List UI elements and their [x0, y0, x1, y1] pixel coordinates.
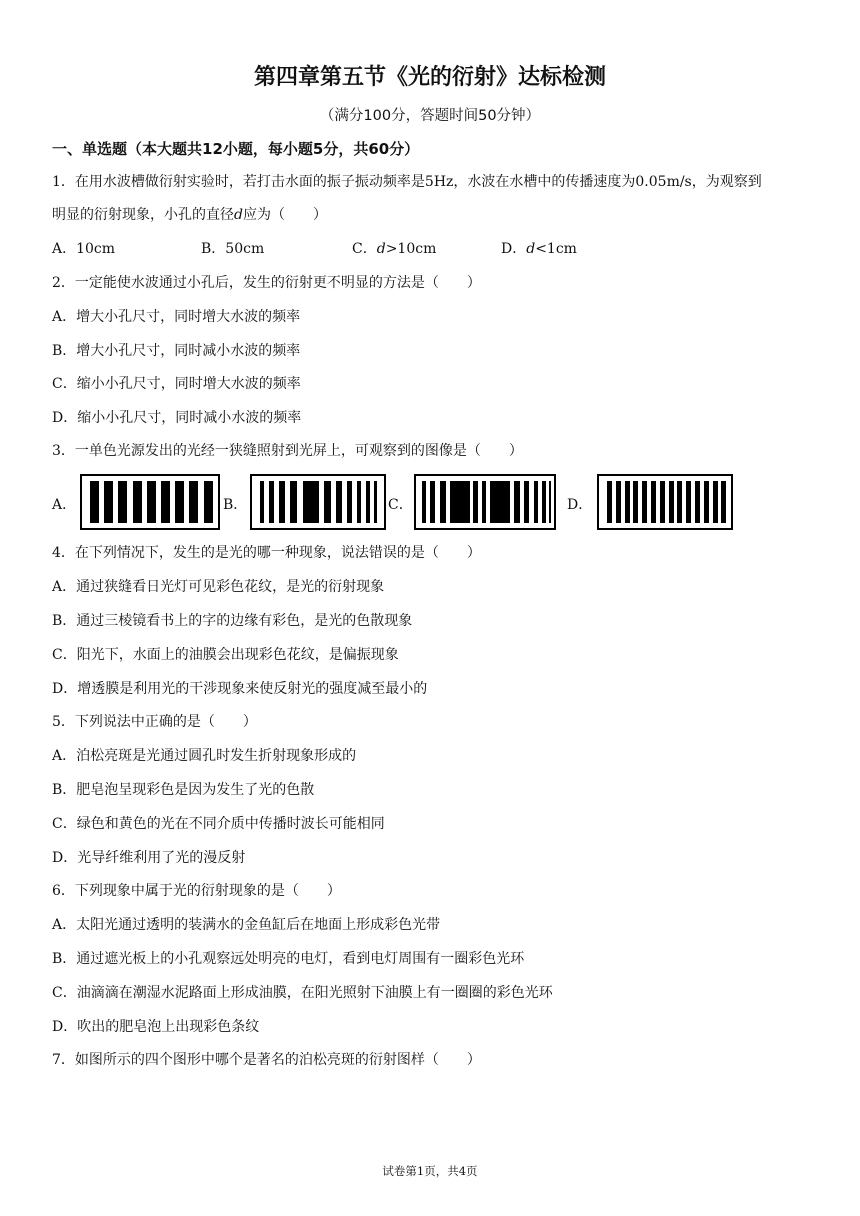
fringe-bar: [290, 481, 297, 523]
q4-option-c[interactable]: C．阳光下，水面上的油膜会出现彩色花纹，是偏振现象: [52, 647, 399, 663]
fringe-bar: [147, 481, 156, 523]
q7-stem: 7．如图所示的四个图形中哪个是著名的泊松亮斑的衍射图样（ ）: [52, 1052, 481, 1068]
q1-option-c-text: >10cm: [385, 241, 437, 257]
q1-stem-line2: [52, 205, 327, 225]
q1-option-d-label: D．: [501, 241, 527, 257]
q3-label-c[interactable]: C．: [388, 497, 413, 513]
q6-option-b[interactable]: B．通过遮光板上的小孔观察远处明亮的电灯，看到电灯周围有一圈彩色光环: [52, 951, 525, 967]
q1-option-d[interactable]: [501, 239, 577, 259]
q2-option-d[interactable]: D．缩小小孔尺寸，同时减小水波的频率: [52, 410, 302, 426]
fringe-bar: [616, 481, 621, 523]
fringe-bar: [422, 481, 426, 523]
fringe-bar: [642, 481, 647, 523]
q5-option-c[interactable]: C．绿色和黄色的光在不同介质中传播时波长可能相同: [52, 816, 385, 832]
fringe-bar: [269, 481, 274, 523]
fringe-bar: [324, 481, 331, 523]
fringe-bar: [440, 481, 446, 523]
q3-fringe-pattern-b[interactable]: [250, 474, 386, 530]
fringe-bar: [482, 481, 486, 523]
q2-option-a[interactable]: A．增大小孔尺寸，同时增大水波的频率: [52, 309, 301, 325]
page-subtitle: （满分100分，答题时间50分钟）: [319, 108, 541, 124]
fringe-bar: [660, 481, 665, 523]
q1-option-c-var: d: [376, 241, 386, 257]
fringe-bar: [713, 481, 718, 523]
fringe-bar: [633, 481, 638, 523]
fringe-bar: [133, 481, 142, 523]
fringe-bar: [374, 481, 377, 523]
q6-option-d[interactable]: D．吹出的肥皂泡上出现彩色条纹: [52, 1019, 260, 1035]
fringe-bar: [336, 481, 342, 523]
q4-option-b[interactable]: B．通过三棱镜看书上的字的边缘有彩色，是光的色散现象: [52, 613, 413, 629]
fringe-bar: [625, 481, 630, 523]
q2-stem: 2．一定能使水波通过小孔后，发生的衍射更不明显的方法是（ ）: [52, 275, 481, 291]
q1-stem-text: 明显的衍射现象，小孔的直径: [52, 207, 234, 223]
fringe-bar: [524, 481, 529, 523]
fringe-bar: [677, 481, 682, 523]
fringe-bar: [430, 481, 435, 523]
page-title: 第四章第五节《光的衍射》达标检测: [253, 65, 606, 90]
q1-option-d-text: <1cm: [535, 241, 577, 257]
q1-option-d-var: d: [526, 241, 536, 257]
q4-option-d[interactable]: D．增透膜是利用光的干涉现象来使反射光的强度减至最小的: [52, 681, 428, 697]
q1-stem-text-end: 应为（ ）: [242, 207, 327, 223]
fringe-bar: [347, 481, 352, 523]
q3-label-a[interactable]: A．: [52, 497, 77, 513]
fringe-bar: [473, 481, 478, 523]
q2-option-b[interactable]: B．增大小孔尺寸，同时减小水波的频率: [52, 343, 301, 359]
fringe-bar: [695, 481, 700, 523]
q4-stem: 4．在下列情况下，发生的是光的哪一种现象，说法错误的是（ ）: [52, 545, 481, 561]
q5-option-d[interactable]: D．光导纤维利用了光的漫反射: [52, 850, 246, 866]
section-heading: 一、单选题（本大题共12小题，每小题5分，共60分）: [52, 140, 420, 158]
q1-stem-line1: 1．在用水波槽做衍射实验时，若打击水面的振子振动频率是5Hz，水波在水槽中的传播速度为0.05m/s，为观察到: [52, 174, 762, 190]
q3-fringe-pattern-a[interactable]: [80, 474, 220, 530]
fringe-bar: [607, 481, 612, 523]
fringe-bar: [104, 481, 113, 523]
fringe-bar: [161, 481, 170, 523]
q6-option-a[interactable]: A．太阳光通过透明的装满水的金鱼缸后在地面上形成彩色光带: [52, 917, 441, 933]
fringe-bar: [669, 481, 674, 523]
fringe-bar: [651, 481, 656, 523]
q5-option-a[interactable]: A．泊松亮斑是光通过圆孔时发生折射现象形成的: [52, 748, 357, 764]
q4-option-a[interactable]: A．通过狭缝看日光灯可见彩色花纹，是光的衍射现象: [52, 579, 385, 595]
q3-fringe-pattern-c[interactable]: [414, 474, 556, 530]
page-footer: 试卷第1页，共4页: [382, 1164, 478, 1178]
q3-label-d[interactable]: D．: [567, 497, 593, 513]
q1-variable: d: [234, 207, 243, 223]
q6-stem: 6．下列现象中属于光的衍射现象的是（ ）: [52, 883, 341, 899]
fringe-bar: [260, 481, 264, 523]
fringe-bar: [490, 481, 510, 523]
q6-option-c[interactable]: C．油滴滴在潮湿水泥路面上形成油膜，在阳光照射下油膜上有一圈圈的彩色光环: [52, 985, 553, 1001]
fringe-bar: [686, 481, 691, 523]
fringe-bar: [357, 481, 361, 523]
fringe-bar: [366, 481, 370, 523]
fringe-bar: [704, 481, 709, 523]
fringe-bar: [721, 481, 726, 523]
q1-options: [52, 239, 812, 261]
fringe-bar: [118, 481, 127, 523]
q1-option-a[interactable]: A．10cm: [52, 241, 116, 257]
fringe-bar: [549, 481, 551, 523]
q3-stem: 3．一单色光源发出的光经一狭缝照射到光屏上，可观察到的图像是（ ）: [52, 443, 523, 459]
fringe-bar: [534, 481, 538, 523]
fringe-bar: [90, 481, 99, 523]
q1-option-c-label: C．: [352, 241, 377, 257]
q3-fringe-pattern-d[interactable]: [597, 474, 733, 530]
q2-option-c[interactable]: C．缩小小孔尺寸，同时增大水波的频率: [52, 376, 301, 392]
fringe-bar: [189, 481, 198, 523]
fringe-bar: [204, 481, 213, 523]
fringe-bar: [175, 481, 184, 523]
q1-option-c[interactable]: [352, 239, 436, 259]
fringe-bar: [514, 481, 520, 523]
fringe-bar: [450, 481, 470, 523]
fringe-bar: [542, 481, 546, 523]
fringe-bar: [279, 481, 285, 523]
fringe-bar: [303, 481, 319, 523]
q5-option-b[interactable]: B．肥皂泡呈现彩色是因为发生了光的色散: [52, 782, 315, 798]
q3-label-b[interactable]: B．: [223, 497, 248, 513]
q1-option-b[interactable]: B．50cm: [201, 241, 265, 257]
q5-stem: 5．下列说法中正确的是（ ）: [52, 714, 257, 730]
